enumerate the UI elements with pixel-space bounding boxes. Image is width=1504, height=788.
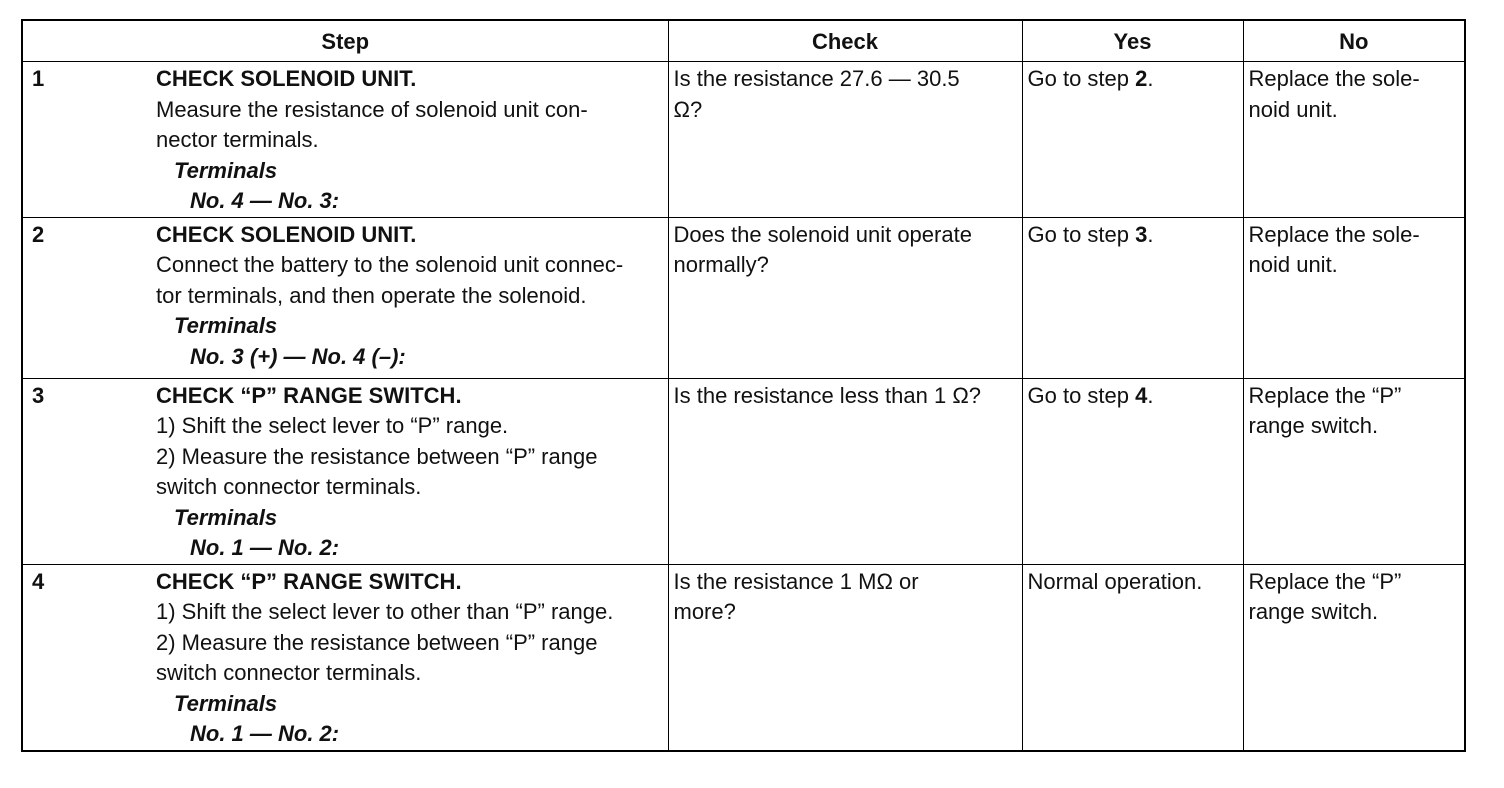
check-line: Is the resistance less than 1 Ω? bbox=[673, 382, 981, 408]
yes-cell bbox=[1022, 217, 1243, 378]
check-line: more? bbox=[673, 599, 736, 624]
check-cell bbox=[668, 62, 1022, 218]
step-title: CHECK SOLENOID UNIT. bbox=[156, 66, 417, 91]
step-line: Connect the battery to the solenoid unit connec- bbox=[156, 252, 624, 277]
yes-text: Normal operation. bbox=[1027, 568, 1203, 594]
step-body bbox=[156, 567, 664, 750]
step-body bbox=[156, 64, 664, 217]
check-cell bbox=[668, 564, 1022, 751]
terminals-label: Terminals bbox=[174, 504, 278, 530]
yes-prefix: Go to step bbox=[1027, 221, 1136, 247]
no-line: noid unit. bbox=[1248, 96, 1338, 122]
yes-suffix: . bbox=[1147, 221, 1154, 247]
step-line: 2) Measure the resistance between “P” range bbox=[156, 629, 598, 655]
step-cell bbox=[22, 217, 668, 378]
no-line: range switch. bbox=[1248, 599, 1379, 624]
no-cell bbox=[1243, 564, 1465, 751]
step-line: nector terminals. bbox=[156, 127, 319, 152]
step-line: tor terminals, and then operate the solenoid. bbox=[156, 282, 587, 308]
step-number: 1 bbox=[32, 66, 45, 91]
table-row bbox=[22, 217, 1465, 378]
step-number: 3 bbox=[32, 382, 45, 408]
header-row bbox=[22, 20, 1465, 62]
table-header bbox=[22, 20, 1465, 62]
step-line: switch connector terminals. bbox=[156, 660, 422, 685]
no-line: noid unit. bbox=[1248, 252, 1338, 277]
terminals-label: Terminals bbox=[174, 313, 278, 338]
step-title: CHECK SOLENOID UNIT. bbox=[156, 221, 417, 247]
step-title: CHECK “P” RANGE SWITCH. bbox=[156, 382, 462, 408]
check-cell bbox=[668, 217, 1022, 378]
no-cell bbox=[1243, 217, 1465, 378]
no-line: Replace the sole- bbox=[1248, 66, 1420, 91]
yes-suffix: . bbox=[1147, 382, 1154, 408]
step-line: 2) Measure the resistance between “P” range bbox=[156, 443, 598, 469]
step-body bbox=[156, 220, 664, 373]
yes-cell bbox=[1022, 564, 1243, 751]
table-row bbox=[22, 62, 1465, 218]
yes-cell bbox=[1022, 378, 1243, 564]
yes-suffix: . bbox=[1147, 66, 1154, 91]
step-title: CHECK “P” RANGE SWITCH. bbox=[156, 568, 462, 594]
no-cell bbox=[1243, 62, 1465, 218]
table-body bbox=[22, 62, 1465, 751]
step-number: 4 bbox=[32, 568, 45, 594]
check-line: Is the resistance 27.6 — 30.5 bbox=[673, 66, 960, 91]
terminals-value: No. 4 — No. 3: bbox=[190, 188, 340, 213]
check-line: normally? bbox=[673, 252, 769, 277]
check-cell bbox=[668, 378, 1022, 564]
yes-step-number: 2 bbox=[1135, 66, 1148, 91]
header-no: No bbox=[1243, 20, 1465, 62]
no-line: Replace the “P” bbox=[1248, 568, 1402, 594]
step-line: switch connector terminals. bbox=[156, 474, 422, 499]
check-line: Does the solenoid unit operate bbox=[673, 221, 972, 247]
no-line: Replace the sole- bbox=[1248, 221, 1420, 247]
terminals-value: No. 3 (+) — No. 4 (–): bbox=[190, 343, 406, 369]
yes-step-number: 3 bbox=[1135, 221, 1148, 247]
header-check: Check bbox=[668, 20, 1022, 62]
step-cell bbox=[22, 378, 668, 564]
terminals-label: Terminals bbox=[174, 690, 278, 716]
step-line: 1) Shift the select lever to “P” range. bbox=[156, 413, 509, 438]
yes-step-number: 4 bbox=[1135, 382, 1148, 408]
no-cell bbox=[1243, 378, 1465, 564]
yes-cell bbox=[1022, 62, 1243, 218]
step-cell bbox=[22, 564, 668, 751]
step-cell bbox=[22, 62, 668, 218]
header-yes: Yes bbox=[1022, 20, 1243, 62]
header-step: Step bbox=[22, 20, 668, 62]
terminals-value: No. 1 — No. 2: bbox=[190, 535, 340, 560]
step-number: 2 bbox=[32, 221, 45, 247]
no-line: range switch. bbox=[1248, 413, 1379, 438]
diagnostic-table bbox=[21, 19, 1466, 752]
terminals-label: Terminals bbox=[174, 157, 278, 183]
table-row bbox=[22, 564, 1465, 751]
step-line: Measure the resistance of solenoid unit con- bbox=[156, 96, 588, 122]
terminals-value: No. 1 — No. 2: bbox=[190, 721, 340, 746]
check-line: Is the resistance 1 MΩ or bbox=[673, 568, 919, 594]
step-body bbox=[156, 381, 664, 564]
table-row bbox=[22, 378, 1465, 564]
step-line: 1) Shift the select lever to other than “P” range. bbox=[156, 599, 614, 624]
yes-prefix: Go to step bbox=[1027, 66, 1136, 91]
no-line: Replace the “P” bbox=[1248, 382, 1402, 408]
check-line: Ω? bbox=[673, 96, 703, 122]
yes-prefix: Go to step bbox=[1027, 382, 1136, 408]
